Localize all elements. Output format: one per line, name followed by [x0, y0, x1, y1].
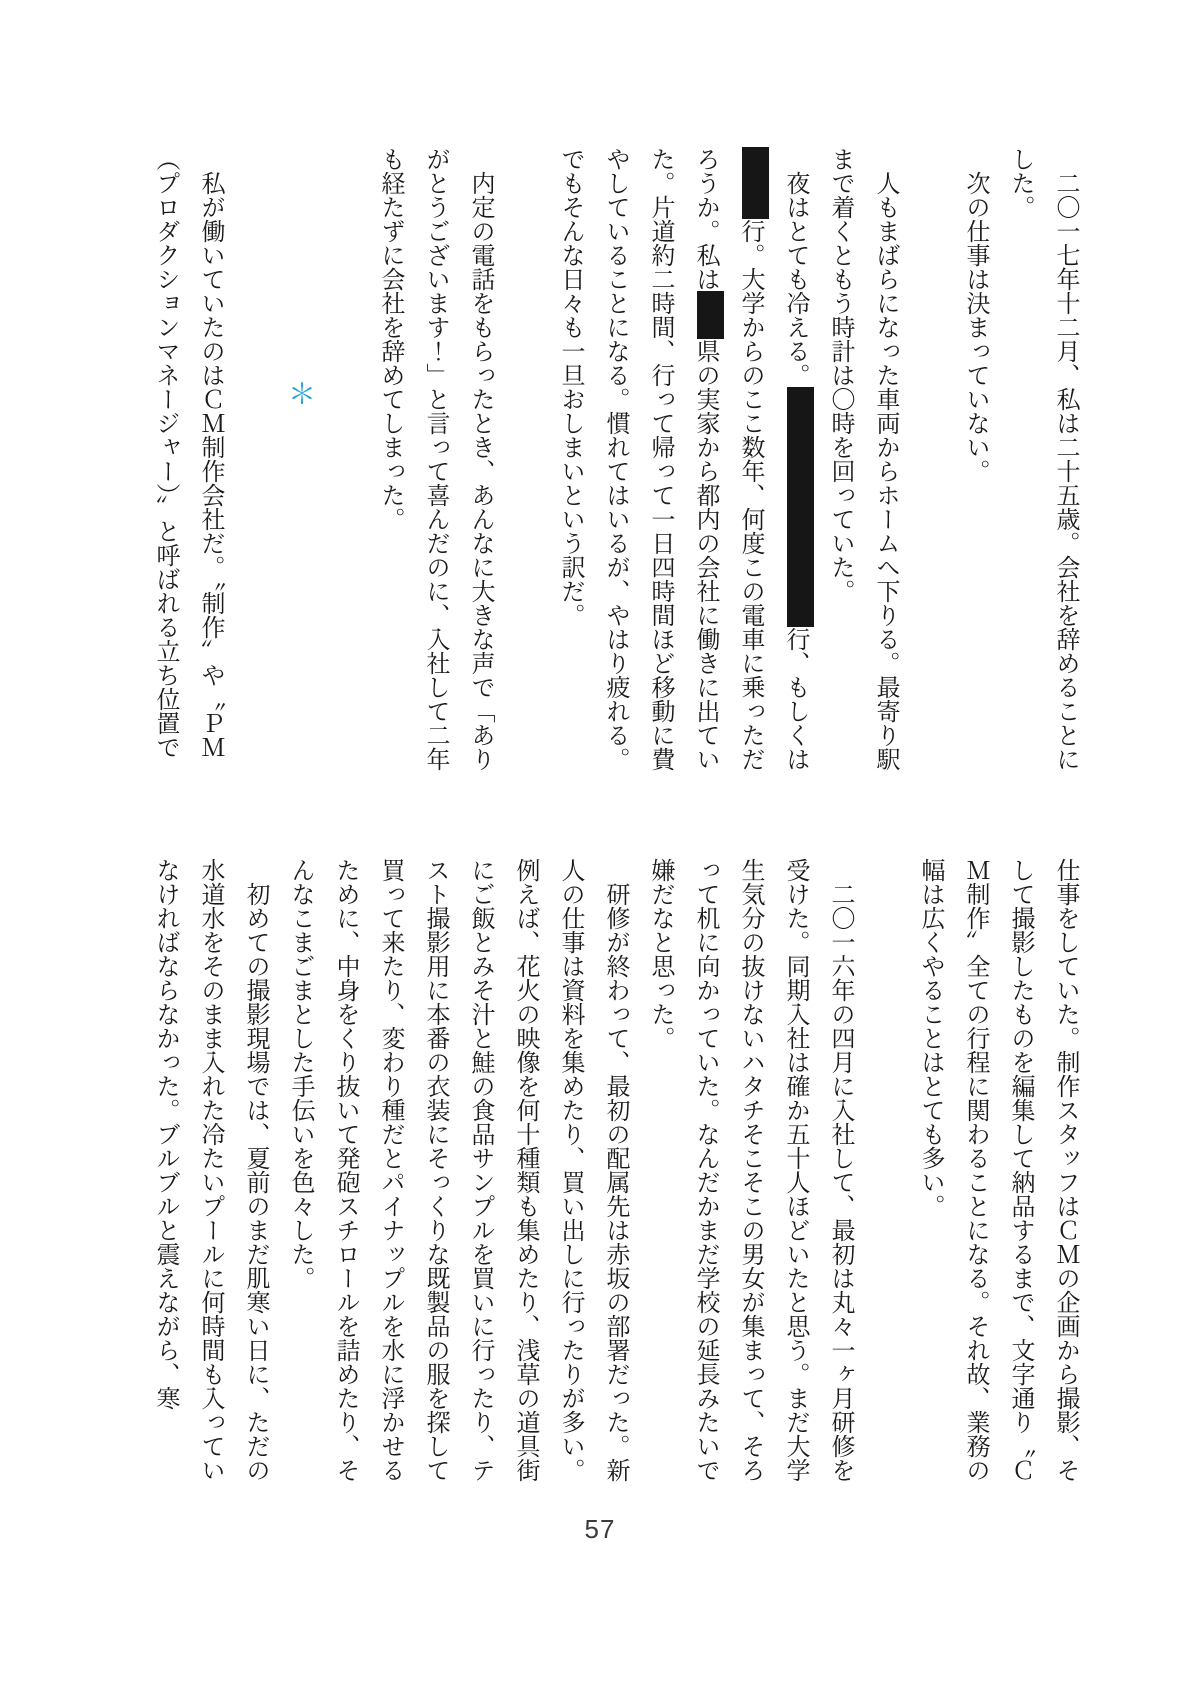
paragraph: 初めての撮影現場では、夏前のまだ肌寒い日に、ただの水道水をそのまま入れた冷たいプールに何時間も入っていなければならなかった。ブルブルと震えながら、寒 — [152, 858, 268, 1482]
paragraph: 仕事をしていた。制作スタッフはＣＭの企画から撮影、そして撮影したものを編集して納品するまで、文字通り〝ＣＭ制作〟全ての行程に関わることになる。それ故、業務の幅は広くやることはとても多い。 — [917, 858, 1078, 1482]
paragraph: 次の仕事は決まっていない。 — [962, 171, 988, 483]
redaction-box — [697, 291, 724, 339]
paragraph: 二〇一六年の四月に入社して、最初は丸々一ヶ月研修を受けた。同期入社は確か五十人ほどいたと思う。まだ大学生気分の抜けないハタチそこそこの男女が集まって、そろって机に向かっていた。なんだかまだ学校の延長みたいで嫌だなと思った。 — [647, 858, 853, 1482]
paragraph: 研修が終わって、最初の配属先は赤坂の部署だった。新人の仕事は資料を集めたり、買い出しに行ったりが多い。例えば、花火の映像を何十種類も集めたり、浅草の道具街にご飯とみそ汁と鮭の食品サンプルを買いに行ったり、テスト撮影用に本番の衣装にそっくりな既製品の服を探して買って来たり、変わり種だとパイナップルを水に浮かせるために、中身をくり抜いて発砲スチロールを詰めたり、そんなこまごまとした手伝いを色々した。 — [287, 858, 628, 1482]
paragraph: 人もまばらになった車両からホームへ下りる。最寄り駅まで着くともう時計は〇時を回っていた。 — [827, 147, 898, 771]
text-tier-top — [142, 147, 1087, 775]
page-number: 57 — [584, 1514, 616, 1544]
text-tier-bottom — [142, 858, 1087, 1486]
redaction-box — [787, 387, 814, 627]
redaction-box — [742, 147, 769, 219]
section-separator-asterisk: ＊ — [284, 379, 315, 407]
paragraph: 二〇一七年十二月、私は二十五歳。会社を辞めることにした。 — [1007, 147, 1078, 771]
paragraph: 夜はとても冷える。行、もしくは行。大学からのここ数年、何度この電車に乗っただろうか。私は県の実家から都内の会社に働きに出ていた。片道約二時間、行って帰って一日四時間ほど移動に費やしていることになる。慣れてはいるが、やはり疲れる。でもそんな日々も一旦おしまいという訳だ。 — [547, 147, 817, 775]
paragraph: 私が働いていたのはＣＭ制作会社だ。〝制作〟や〝ＰＭ（プロダクションマネージャー）〟と呼ばれる立ち位置で — [152, 147, 223, 759]
paragraph: 内定の電話をもらったとき、あんなに大きな声で「ありがとうございます！」と言って喜んだのに、入社して二年も経たずに会社を辞めてしまった。 — [377, 147, 493, 771]
